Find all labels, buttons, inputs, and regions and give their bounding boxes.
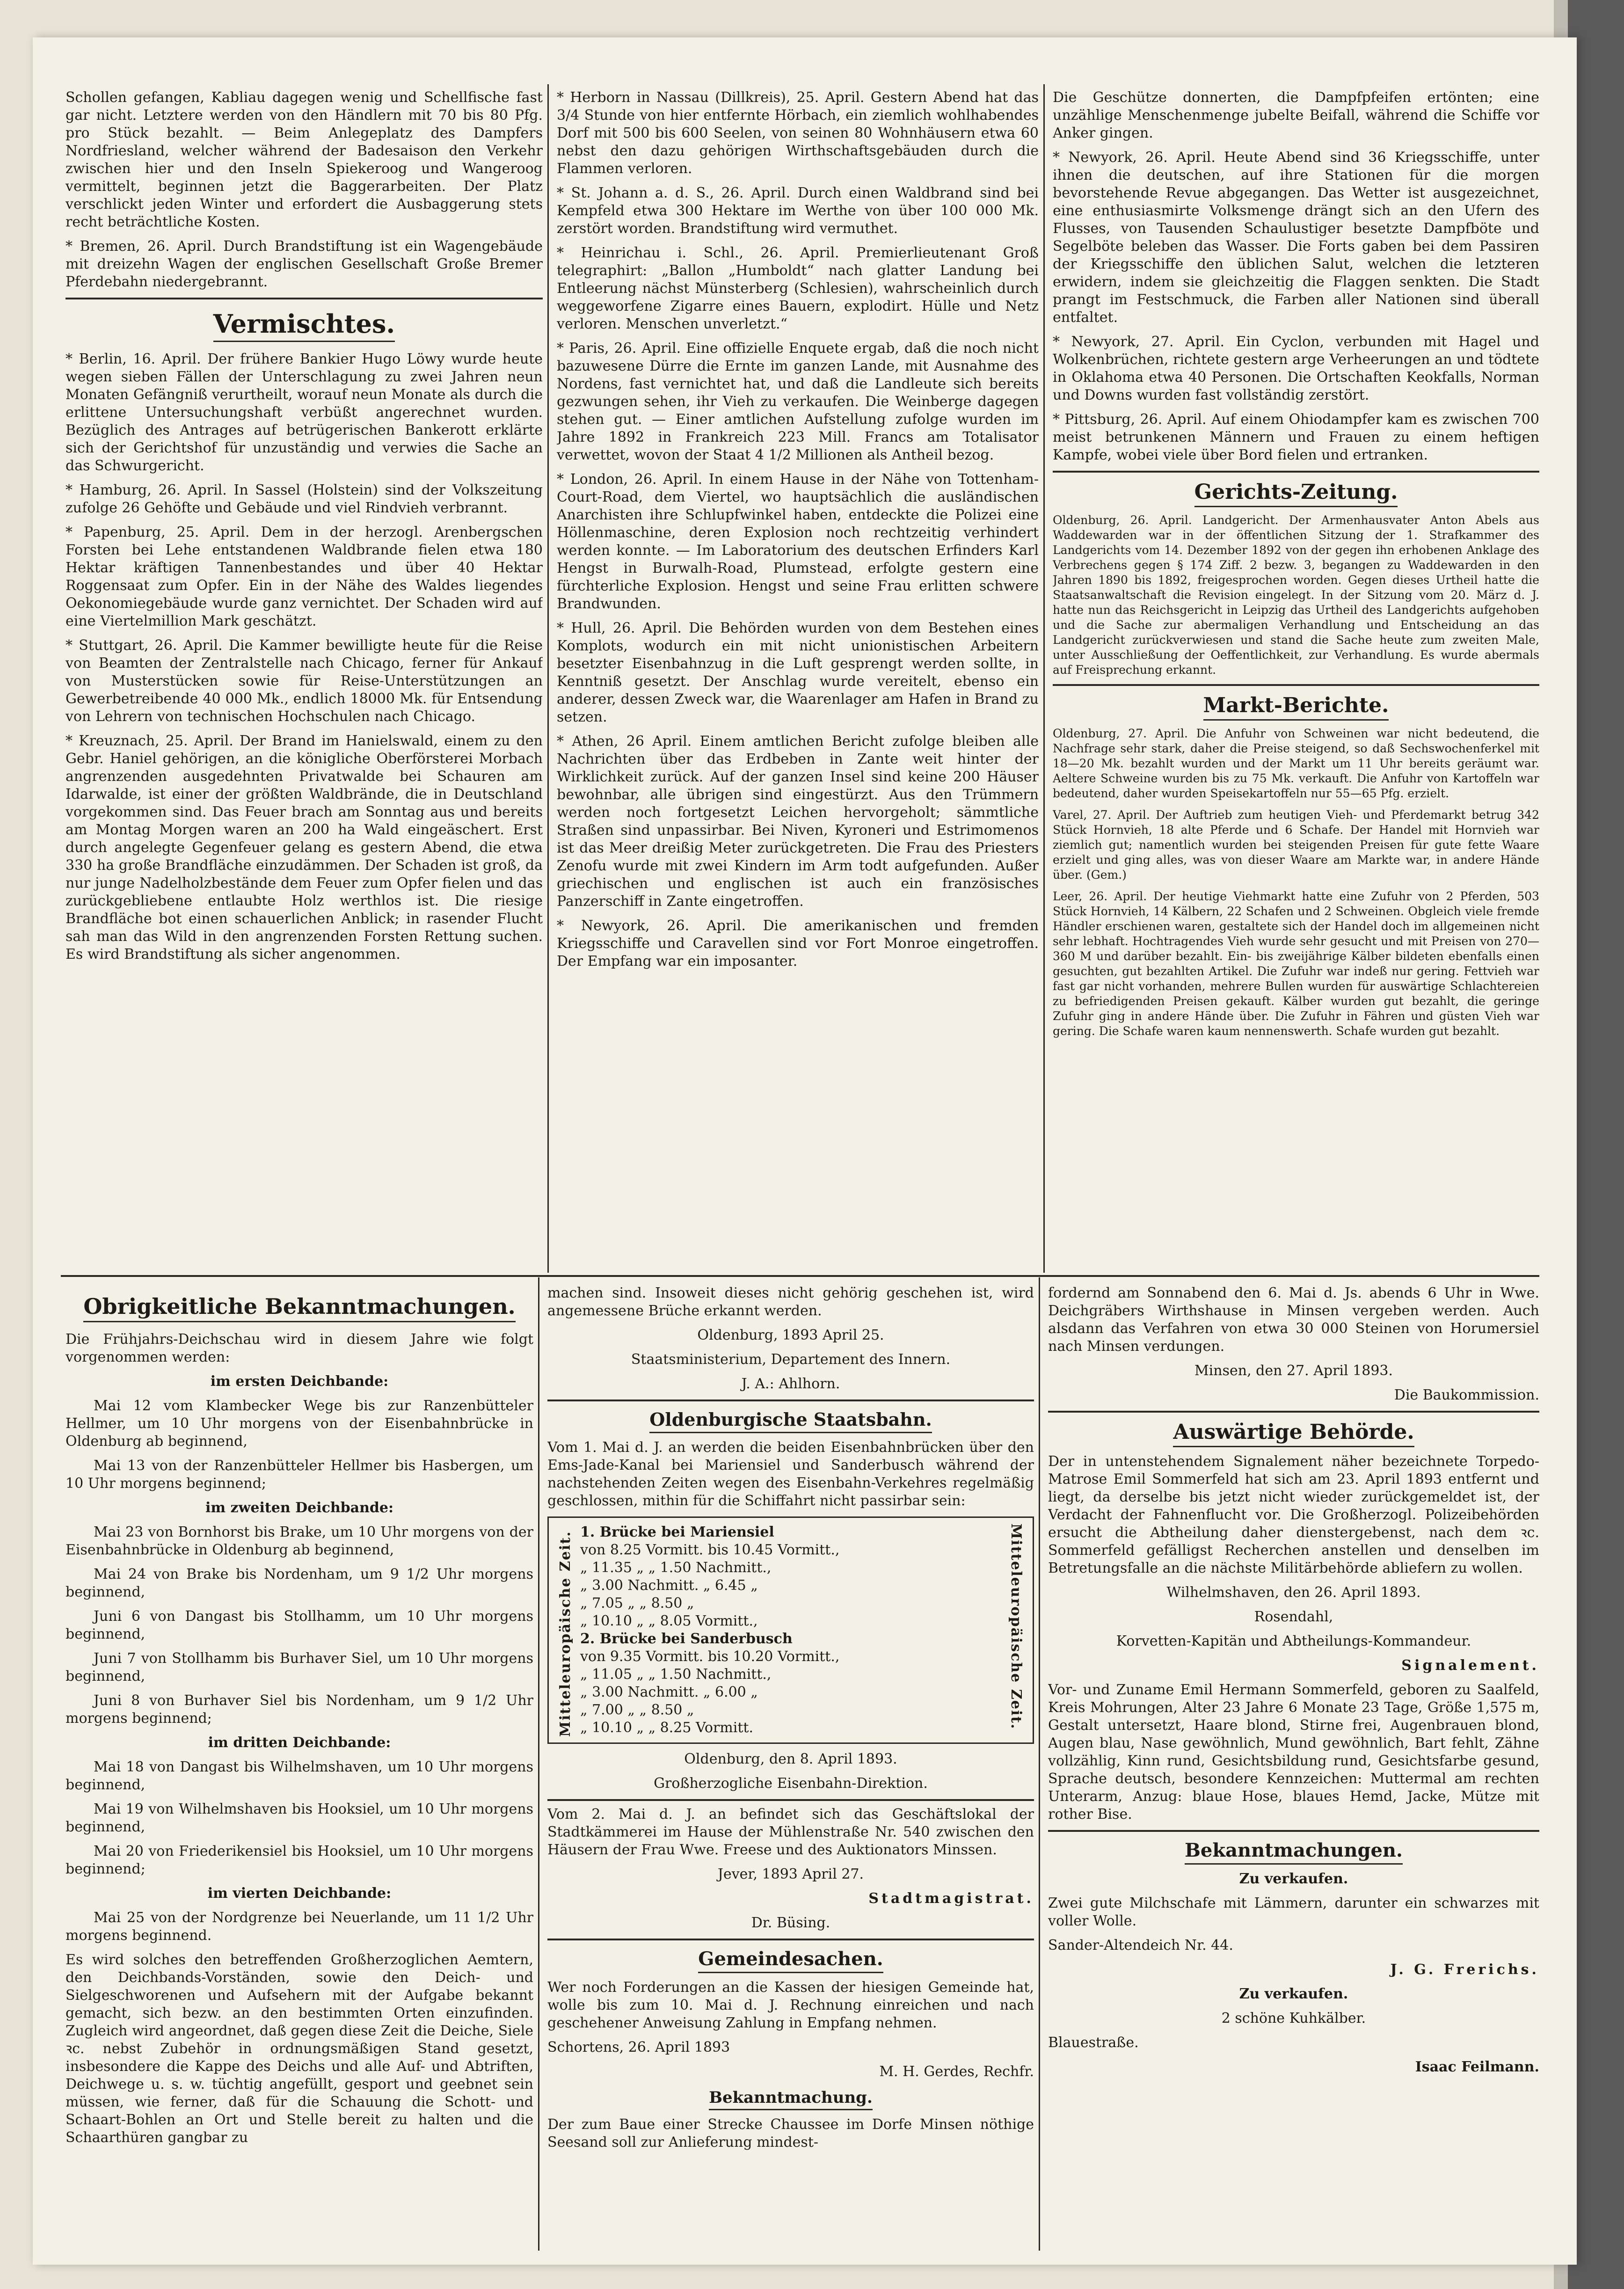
article: * Bremen, 26. April. Durch Brandstiftung ist ein Wagengebäude mit dreizehn Wagen der englischen Gesellschaft Große Bremer Pferdebahn niedergebrannt. — [66, 238, 543, 290]
rank: Korvetten-Kapitän und Abtheilungs-Kommandeur. — [1116, 1633, 1471, 1649]
notice: Der zum Baue einer Strecke Chaussee im Dorfe Minsen nöthige Seesand soll zur Anlieferung mindest- — [547, 2116, 1034, 2150]
article: * St. Johann a. d. S., 26. April. Durch einen Waldbrand sind bei Kempfeld etwa 300 Hektare im Werthe von über 100 000 Mk. zerstört worden. Brandstiftung wird vermuthet. — [557, 185, 1039, 237]
article: Varel, 27. April. Der Auftrieb zum heutigen Vieh- und Pferdemarkt betrug 342 Stück Hornvieh, 18 alte Pferde und 6 Schafe. Der Handel mit Hornvieh war ziemlich gut; namentlich wurden bei steigenden Preisen für gute fette Waare erzielt und ging alles, was von dieser Waare am Markte war, in andere Hände über. (Gem.) — [1053, 808, 1539, 882]
section-title-auswaertig: Auswärtige Behörde. — [1048, 1420, 1539, 1447]
divider — [1053, 684, 1539, 686]
section-title-gericht: Gerichts-Zeitung. — [1053, 480, 1539, 507]
ad-place: Blauestraße. — [1048, 2034, 1139, 2051]
notice: Wer noch Forderungen an die Kassen der hiesigen Gemeinde hat, wolle bis zum 10. Mai d. J. Rechnung einreichen und nach geschehener Anweisung Zahlung in Empfang nehmen. — [547, 1979, 1034, 2031]
deichschau-date: Mai 24 von Brake bis Nordenham, um 9 1/2 Uhr morgens beginnend, — [66, 1566, 533, 1600]
notice: Die Frühjahrs-Deichschau wird in diesem Jahre wie folgt vorgenommen werden: — [66, 1331, 533, 1365]
date: Schortens, 26. April 1893 — [547, 2039, 730, 2056]
notice: Es wird solches den betreffenden Großherzoglichen Aemtern, den Deichbands-Vorständen, sowie den Deich- und Sielgeschworenen und Aufsehern mit der Aufgabe bekannt gemacht, sich bezw. an den bestimmten Orten einzufinden. Zugleich wird angeordnet, daß gegen diese Zeit die Deiche, Siele ꝛc. nebst Zubehör in ordnungsmäßigen Stand gesetzt, insbesondere die Kappe des Deichs und alle Auf- und Abtriften, Deichwege u. s. w. tüchtig angefüllt, gesport und geebnet sein müssen, wie ferner, daß für die Schauung die Schott- und Schaart-Bohlen an Ort und Stelle bereit zu halten und die Schaarthüren gangbar zu — [66, 1952, 533, 2146]
article: * Athen, 26 April. Einem amtlichen Bericht zufolge bleiben alle Nachrichten über das Erdbeben in Zante weit hinter der Wirklichkeit zurück. Auf der ganzen Insel sind keine 200 Häuser bewohnbar, alle übrigen sind eingestürzt. Aus den Trümmern werden noch fortgesetzt Leichen hervorgeholt; sämmtliche Straßen sind unpassirbar. Bei Niven, Kyroneri und Estrimomenos ist das Meer dreißig Meter zurückgetreten. Die Frau des Priesters Zenofu wurde mit zwei Kindern im Arm todt aufgefunden. Außer griechischen und englischen ist auch ein französisches Panzerschiff in Zante eingetroffen. — [557, 733, 1039, 910]
date: Wilhelmshaven, den 26. April 1893. — [1166, 1584, 1421, 1601]
ad-text: 2 schöne Kuhkälber. — [1221, 2010, 1366, 2027]
divider — [1053, 471, 1539, 473]
article: * Newyork, 27. April. Ein Cyclon, verbunden mit Hagel und Wolkenbrüchen, richtete gestern arge Verheerungen an und tödtete in Oklahoma etwa 40 Personen. Die Ortschaften Keokfalls, Norman und Downs wurden fast vollständig zerstört. — [1053, 334, 1539, 403]
section-title-bekanntmachungen: Bekanntmachungen. — [1048, 1839, 1539, 1865]
authority: Großherzogliche Eisenbahn-Direktion. — [654, 1775, 928, 1792]
column-rule — [538, 1277, 539, 2251]
article: * Paris, 26. April. Eine offizielle Enquete ergab, daß die noch nicht bazuwesene Dürre die Ernte im ganzen Lande, mit Ausnahme des Nordens, fast vernichtet hat, und daß die Landleute sich bereits gezwungen sehen, ihr Vieh zu verkaufen. Die Weinberge dagegen stehen gut. — Einer amtlichen Aufstellung zufolge wurden im Jahre 1892 in Frankreich 223 Mill. Francs am Totalisator verwettet, wovon der Staat 4 1/2 Millionen als Antheil bezog. — [557, 340, 1039, 463]
article: Leer, 26. April. Der heutige Viehmarkt hatte eine Zufuhr von 2 Pferden, 503 Stück Hornvieh, 14 Kälbern, 22 Schafen und 2 Schweinen. Obgleich viele fremde Händler erschienen waren, gestaltete sich der Handel doch im allgemeinen nicht sehr lebhaft. Hochtragendes Vieh wurde sehr gesucht und mit Preisen von 270—360 M und darüber bezahlt. Ein- bis zweijährige Kälber bildeten ebenfalls einen gesuchten, gut bezahlten Artikel. Die Zufuhr war indeß nur gering. Fettvieh war fast gar nicht vorhanden, mehrere Bullen wurden für auswärtige Schlachtereien zu befriedigenden Preisen gekauft. Kälber wurden gut bezahlt, die geringe Zufuhr ging in andere Hände über. Die Zufuhr in Fähren und güsten Vieh war gering. Die Schafe waren kaum nennenswerth. Schafe wurden gut bezahlt. — [1053, 889, 1539, 1038]
deichschau-date: Mai 19 von Wilhelmshaven bis Hooksiel, um 10 Uhr morgens beginnend, — [66, 1801, 533, 1835]
column-2 — [557, 89, 1039, 1268]
ad-signature: Isaac Feilmann. — [1415, 2059, 1539, 2075]
bridge-time-row: „ 11.05 „ „ 1.50 Nachmitt., — [580, 1666, 772, 1683]
bridge-times-1 — [580, 1541, 1001, 1630]
date: Oldenburg, 1893 April 25. — [697, 1327, 884, 1343]
divider — [66, 298, 543, 299]
signature: J. A.: Ahlhorn. — [741, 1376, 840, 1392]
divider — [547, 1939, 1034, 1940]
bridge-times-2 — [580, 1648, 1001, 1737]
article: * Newyork, 26. April. Die amerikanischen und fremden Kriegsschiffe und Caravellen sind vor Fort Monroe eingetroffen. Der Empfang war ein imposanter. — [557, 918, 1039, 970]
deichschau-date: Juni 7 von Stollhamm bis Burhaver Siel, um 10 Uhr morgens beginnend, — [66, 1650, 533, 1684]
timezone-label-right: Mitteleuropäische Zeit. — [1008, 1524, 1024, 1730]
deichschau-date: Mai 18 von Dangast bis Wilhelmshaven, um 10 Uhr morgens beginnend, — [66, 1759, 533, 1793]
article: * Pittsburg, 26. April. Auf einem Ohiodampfer kam es zwischen 700 meist betrunkenen Männern und Frauen zu einem heftigen Kampfe, wobei viele über Bord fielen und ertranken. — [1053, 411, 1539, 463]
column-rule — [547, 84, 549, 1273]
article: * Hamburg, 26. April. In Sassel (Holstein) sind der Volkszeitung zufolge 26 Gehöfte und Gebäude und viel Rindvieh verbrannt. — [66, 482, 543, 516]
date: Jever, 1893 April 27. — [717, 1866, 864, 1882]
section-title-markt: Markt-Berichte. — [1053, 693, 1539, 721]
section-title-obrig: Obrigkeitliche Bekanntmachungen. — [66, 1294, 533, 1322]
deichschau-date: Mai 23 von Bornhorst bis Brake, um 10 Uhr morgens von der Eisenbahnbrücke in Oldenburg ab beginnend, — [66, 1524, 533, 1558]
article: * London, 26. April. In einem Hause in der Nähe von Tottenham-Court-Road, dem Viertel, wo hauptsächlich die ausländischen Anarchisten ihre Schlupfwinkel haben, entdeckte die Polizei eine Höllenmaschine, deren Explosion noch rechtzeitig verhindert werden konnte. — Im Laboratorium des deutschen Erfinders Karl Hengst in Burwalh-Road, Plumstead, erfolgte gestern eine fürchterliche Explosion. Hengst und seine Frau erlitten schwere Brandwunden. — [557, 471, 1039, 612]
bridge-timetable — [547, 1516, 1034, 1744]
article: * Newyork, 26. April. Heute Abend sind 36 Kriegsschiffe, unter ihnen die deutschen, auf ihre Stationen für die morgen bevorstehende Revue abgegangen. Das Wetter ist ausgezeichnet, eine enthusiasmirte Volksmenge drängt sich an den Ufern des Flusses, von Tausenden Schaulustiger besetzte Dampfböte und Segelböte beleben das Wasser. Die Forts gaben bei dem Passiren der Kriegsschiffe den üblichen Salut, welchen die letzteren erwidern, indem sie gleichzeitig die Flaggen senkten. Die Stadt prangt im Festschmuck, die Farben aller Nationen sind überall entfaltet. — [1053, 149, 1539, 326]
signature: Die Baukommission. — [1394, 1387, 1539, 1403]
ad-place: Sander-Altendeich Nr. 44. — [1048, 1937, 1233, 1954]
divider — [1048, 1411, 1539, 1413]
deichband-heading: im zweiten Deichbande: — [205, 1500, 394, 1516]
notice: fordernd am Sonnabend den 6. Mai d. Js. abends 6 Uhr in Wwe. Deichgräbers Wirthshause in Minsen vergeben werden. Auch alsdann das Verfahren von etwa 30 000 Steinen von Horumersiel nach Minsen verdungen. — [1048, 1285, 1539, 1355]
ad-heading: Zu verkaufen. — [1239, 1871, 1348, 1887]
article: Schollen gefangen, Kabliau dagegen wenig und Schellfische fast gar nicht. Letztere werden von den Händlern mit 70 bis 80 Pfg. pro Stück bezahlt. — Beim Anlegeplatz des Dampfers Nordfriesland, welcher während der Badesaison den Verkehr zwischen hier und den Inseln Spiekeroog und Wangeroog vermittelt, beginnen jetzt die Baggerarbeiten. Der Platz verschlickt jeden Winter und erfordert die Ausbaggerung stets recht beträchtliche Kosten. — [66, 89, 543, 230]
deichband-heading: im vierten Deichbande: — [207, 1885, 392, 1902]
column-3 — [1053, 89, 1539, 1268]
deichschau-date: Juni 8 von Burhaver Siel bis Nordenham, um 9 1/2 Uhr morgens beginnend; — [66, 1692, 533, 1727]
bridge-time-row: „ 11.35 „ „ 1.50 Nachmitt., — [580, 1560, 772, 1576]
ad-heading: Zu verkaufen. — [1239, 1986, 1348, 2002]
deichschau-date: Mai 12 vom Klambecker Wege bis zur Ranzenbütteler Hellmer, um 10 Uhr morgens von der Eisenbahnbrücke in Oldenburg ab beginnend, — [66, 1398, 533, 1450]
deichband-heading: im ersten Deichbande: — [210, 1373, 389, 1390]
section-title-gemeinde: Gemeindesachen. — [547, 1948, 1034, 1973]
deichband-heading: im dritten Deichbande: — [208, 1735, 391, 1751]
date: Oldenburg, den 8. April 1893. — [684, 1751, 897, 1767]
notice: Vom 2. Mai d. J. an befindet sich das Geschäftslokal der Stadtkämmerei im Hause der Mühlenstraße Nr. 540 zwischen den Häusern der Frau Wwe. Freese und des Auktionators Minssen. — [547, 1806, 1034, 1858]
bridge-heading: 2. Brücke bei Sanderbusch — [580, 1631, 793, 1647]
divider — [547, 1799, 1034, 1801]
bridge-time-row: „ 3.00 Nachmitt. „ 6.00 „ — [580, 1684, 758, 1700]
notice: Vom 1. Mai d. J. an werden die beiden Eisenbahnbrücken über den Ems-Jade-Kanal bei Mariensiel und Sanderbusch während der nachstehenden Zeiten wegen des Eisenbahn-Verkehres regelmäßig geschlossen, mithin für die Schiffahrt nicht passirbar sein: — [547, 1439, 1034, 1509]
bridge-heading: 1. Brücke bei Mariensiel — [580, 1524, 774, 1540]
section-title-bahn: Oldenburgische Staatsbahn. — [547, 1409, 1034, 1433]
ad-text: Zwei gute Milchschafe mit Lämmern, darunter ein schwarzes mit voller Wolle. — [1048, 1895, 1539, 1929]
article: * Berlin, 16. April. Der frühere Bankier Hugo Löwy wurde heute wegen sieben Fällen der Unterschlagung zu zwei Jahren neun Monaten Gefängniß verurtheilt, worauf neun Monate als durch die erlittene Untersuchungshaft verbüßt angerechnet wurden. Bezüglich des Antrages auf betrügerischen Bankerott erklärte sich der Gerichtshof für unzuständig und verwies die Sache an das Schwurgericht. — [66, 351, 543, 474]
deich-list — [66, 1373, 533, 1945]
column-rule — [1043, 84, 1045, 1273]
section-title-bekanntmachung: Bekanntmachung. — [547, 2088, 1034, 2110]
article: * Kreuznach, 25. April. Der Brand im Hanielswald, einem zu den Gebr. Haniel gehörigen, an die königliche Oberförsterei Morbach angrenzenden ausgedehnten Privatwalde bei Schauren am Idarwalde, ist einer der größten Waldbrände, die in Deutschland vorgekommen sind. Das Feuer brach am Sonntag aus und bereits am Montag Morgen waren an 200 ha Wald eingeäschert. Erst durch angelegte Gegenfeuer gelang es gestern Abend, die etwa 330 ha große Brandfläche einzudämmen. Der Schaden ist groß, da nur junge Nadelholzbestände dem Feuer zum Opfer fielen und das zurückgebliebene entlaubte Holz werthlos ist. Die riesige Brandfläche bot einen schauerlichen Anblick; in rasender Flucht sah man das Wild in den angrenzenden Forsten Rettung suchen. Es wird Brandstiftung als sicher angenommen. — [66, 733, 543, 962]
article: Die Geschütze donnerten, die Dampfpfeifen ertönten; eine unzählige Menschenmenge jubelte Beifall, während die Schiffe vor Anker gingen. — [1053, 89, 1539, 141]
bridge-time-row: „ 10.10 „ „ 8.25 Vormitt. — [580, 1720, 753, 1736]
bridge-time-row: „ 3.00 Nachmitt. „ 6.45 „ — [580, 1577, 758, 1594]
signature: Rosendahl, — [1254, 1609, 1333, 1625]
column-6 — [1048, 1284, 1539, 2248]
column-5 — [547, 1284, 1034, 2248]
column-rule — [1039, 1277, 1040, 2251]
section-rule — [61, 1275, 1539, 1277]
notice: machen sind. Insoweit dieses nicht gehörig geschehen ist, wird angemessene Brüche erkannt werden. — [547, 1285, 1034, 1319]
signalement-title: Signalement. — [1401, 1657, 1539, 1674]
article: * Hull, 26. April. Die Behörden wurden von dem Bestehen eines Komplots, wodurch ein mit nicht unionistischen Arbeitern besetzter Eisenbahnzug in die Luft gesprengt werden sollte, in Kenntniß gesetzt. Der Anschlag wurde vereitelt, ebenso ein anderer, dessen Zweck war, die Waarenlager am Hafen in Brand zu setzen. — [557, 620, 1039, 725]
authority: Stadtmagistrat. — [868, 1890, 1034, 1907]
newspaper-page — [33, 37, 1577, 2265]
bridge-time-row: „ 7.00 „ „ 8.50 „ — [580, 1702, 694, 1718]
notice: Der in untenstehendem Signalement näher bezeichnete Torpedo-Matrose Emil Sommerfeld hat sich am 23. April 1893 entfernt und liegt, da derselbe bis jetzt nicht wieder zurückgemeldet ist, der Verdacht der Fahnenflucht vor. Die Großherzogl. Polizeibehörden ersucht die Abtheilung daher dienstergebenst, nach dem ꝛc. Sommerfeld gefälligst Recherchen anstellen und denselben im Betretungsfalle an die nächste Militärbehörde abliefern zu wollen. — [1048, 1453, 1539, 1576]
bridge-time-row: „ 7.05 „ „ 8.50 „ — [580, 1595, 694, 1611]
article: * Herborn in Nassau (Dillkreis), 25. April. Gestern Abend hat das 3/4 Stunde von hier entfernte Hörbach, ein ziemlich wohlhabendes Dorf mit 500 bis 600 Seelen, von seinen 80 Wohnhäusern etwa 60 nebst den dazu gehörigen Wirthschaftsgebäuden durch die Flammen verloren. — [557, 89, 1039, 177]
deichschau-date: Mai 13 von der Ranzenbütteler Hellmer bis Hasbergen, um 10 Uhr morgens beginnend; — [66, 1458, 533, 1492]
article: * Stuttgart, 26. April. Die Kammer bewilligte heute für die Reise von Beamten der Zentralstelle nach Chicago, ferner für Ankauf von Musterstücken sowie für Reise-Unterstützungen an Gewerbetreibende 40 000 Mk., endlich 18000 Mk. für Entsendung von Lehrern von technischen Hochschulen nach Chicago. — [66, 637, 543, 725]
date: Minsen, den 27. April 1893. — [1194, 1363, 1393, 1379]
divider — [547, 1400, 1034, 1401]
deichschau-date: Mai 25 von der Nordgrenze bei Neuerlande, um 11 1/2 Uhr morgens beginnend. — [66, 1910, 533, 1944]
ad-signature: J. G. Frerichs. — [1390, 1961, 1539, 1978]
article: Oldenburg, 27. April. Die Anfuhr von Schweinen war nicht bedeutend, die Nachfrage sehr stark, daher die Preise steigend, so daß Sechswochenferkel mit 18—20 Mk. bezahlt wurden und der Markt um 11 Uhr bereits geräumt war. Aeltere Schweine wurden bis zu 75 Mk. verkauft. Die Anfuhr von Kartoffeln war bedeutend, daher wurden Speisekartoffeln nur 55—65 Pfg. erzielt. — [1053, 727, 1539, 800]
article: Oldenburg, 26. April. Landgericht. Der Armenhausvater Anton Abels aus Waddewarden war in der öffentlichen Sitzung der 1. Strafkammer des Landgerichts vom 14. Dezember 1892 von der gegen ihn erhobenen Anklage des Verbrechens gegen § 174 Ziff. 2 bezw. 3, begangen zu Waddewarden in den Jahren 1890 bis 1892, freigesprochen worden. Gegen dieses Urtheil hatte die Staatsanwaltschaft die Revision eingelegt. In der Sitzung vom 20. März d. J. hatte nun das Reichsgericht in Leipzig das Urtheil des Landgerichts aufgehoben und die Sache zur abermaligen Verhandlung und Entscheidung an das Landgericht zurückverwiesen und stand die Sache heute zum zweiten Male, unter Ausschließung der Oeffentlichkeit, zur Verhandlung. Es wurde abermals auf Freisprechung erkannt. — [1053, 513, 1539, 677]
timezone-label-left: Mitteleuropäische Zeit. — [557, 1531, 574, 1737]
authority: Staatsministerium, Departement des Innern. — [631, 1351, 951, 1368]
bridge-time-row: von 8.25 Vormitt. bis 10.45 Vormitt., — [580, 1542, 840, 1558]
article: * Heinrichau i. Schl., 26. April. Premierlieutenant Groß telegraphirt: „Ballon „Humboldt“ nach glatter Landung bei Entleerung nächst Münsterberg (Schlesien), wahrscheinlich durch weggeworfene Zigarre eines Bauern, explodirt. Hülle und Netz verloren. Menschen unverletzt.“ — [557, 245, 1039, 332]
article: * Papenburg, 25. April. Dem in der herzogl. Arenbergschen Forsten bei Lehe entstandenen Waldbrande fielen etwa 180 Hektar kräftigen Tannenbestandes und über 40 Hektar Roggensaat zum Opfer. Ein in der Nähe des Waldes liegendes Oekonomiegebäude wurde ganz vernichtet. Der Schaden wird auf eine Viertelmillion Mark geschätzt. — [66, 524, 543, 629]
signature: Dr. Büsing. — [751, 1915, 830, 1931]
bridge-time-row: „ 10.10 „ „ 8.05 Vormitt., — [580, 1613, 758, 1629]
bridge-time-row: von 9.35 Vormitt. bis 10.20 Vormitt., — [580, 1648, 840, 1665]
section-title-vermischtes: Vermischtes. — [66, 309, 543, 342]
notice: Vor- und Zuname Emil Hermann Sommerfeld, geboren zu Saalfeld, Kreis Mohrungen, Alter 23 Jahre 6 Monate 23 Tage, Größe 1,575 m, Gestalt untersetzt, Haare blond, Stirne frei, Augenbrauen blond, Augen blau, Nase gewöhnlich, Mund gewöhnlich, Bart fehlt, Zähne vollzählig, Kinn rund, Gesichtsbildung rund, Gesichtsfarbe gesund, Sprache deutsch, besondere Kennzeichen: Muttermal am rechten Unterarm, Anzug: blaue Hose, blaues Hemd, Jacke, Mütze mit rother Bise. — [1048, 1682, 1539, 1822]
column-4 — [66, 1284, 533, 2248]
signature: M. H. Gerdes, Rechfr. — [879, 2063, 1034, 2080]
divider — [1048, 1830, 1539, 1832]
deichschau-date: Mai 20 von Friederikensiel bis Hooksiel, um 10 Uhr morgens beginnend; — [66, 1843, 533, 1877]
column-1 — [66, 89, 543, 1268]
deichschau-date: Juni 6 von Dangast bis Stollhamm, um 10 Uhr morgens beginnend, — [66, 1608, 533, 1642]
